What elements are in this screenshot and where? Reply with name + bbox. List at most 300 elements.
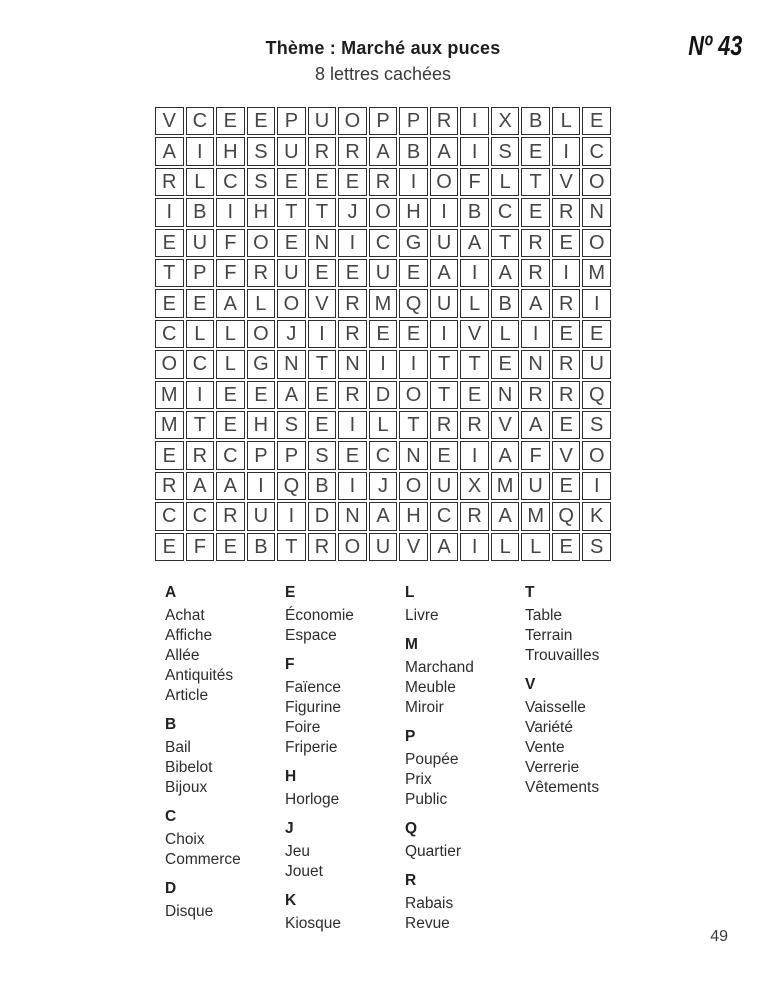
grid-cell: E: [552, 472, 581, 500]
grid-cell: T: [277, 533, 306, 561]
grid-cell: B: [491, 289, 520, 317]
word-group-d: [165, 879, 285, 922]
word-search-grid: [155, 107, 611, 561]
grid-cell: O: [582, 441, 611, 469]
grid-cell: O: [247, 229, 276, 257]
grid-cell: T: [308, 350, 337, 378]
word-list-item: Table: [525, 607, 563, 624]
grid-cell: F: [216, 259, 245, 287]
grid-cell: I: [369, 350, 398, 378]
grid-cell: R: [430, 107, 459, 135]
word-group-letter: L: [405, 584, 415, 601]
grid-cell: N: [582, 198, 611, 226]
word-list-item: Article: [165, 687, 209, 704]
grid-cell: I: [399, 350, 428, 378]
word-group-letter: F: [285, 656, 295, 673]
grid-cell: V: [399, 533, 428, 561]
word-list-item: Verrerie: [525, 759, 580, 776]
grid-cell: N: [308, 229, 337, 257]
grid-cell: E: [552, 411, 581, 439]
grid-cell: N: [338, 502, 367, 530]
grid-cell: S: [308, 441, 337, 469]
word-group-r: [405, 871, 525, 934]
grid-cell: R: [521, 229, 550, 257]
grid-cell: C: [186, 107, 215, 135]
grid-cell: O: [582, 168, 611, 196]
grid-cell: V: [460, 320, 489, 348]
grid-cell: U: [521, 472, 550, 500]
grid-cell: L: [491, 320, 520, 348]
grid-cell: L: [552, 107, 581, 135]
word-list-item: Affiche: [165, 627, 213, 644]
grid-cell: R: [552, 289, 581, 317]
grid-cell: I: [460, 441, 489, 469]
word-list-item: Vaisselle: [525, 699, 586, 716]
grid-cell: R: [338, 320, 367, 348]
grid-cell: E: [582, 320, 611, 348]
grid-cell: L: [247, 289, 276, 317]
grid-cell: N: [399, 441, 428, 469]
word-group-letter: Q: [405, 820, 418, 837]
word-group-b: [165, 715, 285, 798]
word-list-item: Poupée: [405, 751, 459, 768]
word-group-letter: R: [405, 872, 417, 889]
word-list-item: Rabais: [405, 895, 454, 912]
grid-cell: H: [399, 502, 428, 530]
grid-cell: E: [277, 229, 306, 257]
grid-cell: E: [155, 533, 184, 561]
grid-cell: R: [369, 168, 398, 196]
grid-cell: T: [399, 411, 428, 439]
grid-cell: I: [552, 137, 581, 165]
word-list-item: Variété: [525, 719, 573, 736]
grid-cell: I: [399, 168, 428, 196]
grid-cell: F: [186, 533, 215, 561]
grid-cell: B: [460, 198, 489, 226]
grid-cell: L: [460, 289, 489, 317]
grid-cell: M: [521, 502, 550, 530]
word-list-item: Revue: [405, 915, 450, 932]
word-list-item: Horloge: [285, 791, 340, 808]
page-number: 49: [710, 928, 728, 945]
word-group-letter: P: [405, 728, 416, 745]
grid-cell: S: [491, 137, 520, 165]
grid-cell: I: [186, 137, 215, 165]
grid-cell: O: [277, 289, 306, 317]
grid-cell: E: [338, 259, 367, 287]
grid-cell: X: [491, 107, 520, 135]
word-list-item: Miroir: [405, 699, 444, 716]
grid-cell: B: [247, 533, 276, 561]
grid-cell: A: [491, 502, 520, 530]
puzzle-theme-title: Thème : Marché aux puces: [265, 38, 501, 58]
grid-cell: E: [491, 350, 520, 378]
grid-cell: I: [247, 472, 276, 500]
puzzle-header: [155, 38, 611, 85]
grid-cell: O: [430, 168, 459, 196]
grid-cell: V: [491, 411, 520, 439]
grid-cell: R: [155, 472, 184, 500]
grid-cell: R: [552, 198, 581, 226]
grid-cell: E: [430, 441, 459, 469]
grid-cell: L: [369, 411, 398, 439]
grid-cell: C: [155, 320, 184, 348]
grid-cell: C: [491, 198, 520, 226]
word-list-item: Jeu: [285, 843, 310, 860]
grid-cell: I: [186, 381, 215, 409]
grid-cell: N: [491, 381, 520, 409]
grid-cell: A: [369, 137, 398, 165]
grid-cell: E: [216, 411, 245, 439]
grid-cell: A: [460, 229, 489, 257]
grid-cell: E: [308, 259, 337, 287]
grid-cell: A: [521, 289, 550, 317]
grid-cell: J: [338, 198, 367, 226]
word-list-column: [165, 583, 285, 934]
grid-cell: C: [155, 502, 184, 530]
grid-cell: C: [369, 441, 398, 469]
grid-cell: E: [552, 320, 581, 348]
grid-cell: R: [308, 533, 337, 561]
grid-cell: M: [369, 289, 398, 317]
word-group-letter: H: [285, 768, 297, 785]
grid-cell: A: [521, 411, 550, 439]
grid-cell: S: [247, 168, 276, 196]
grid-cell: R: [552, 381, 581, 409]
grid-cell: S: [582, 411, 611, 439]
grid-cell: H: [247, 411, 276, 439]
word-group-c: [165, 807, 285, 870]
grid-cell: I: [460, 137, 489, 165]
grid-cell: R: [186, 441, 215, 469]
grid-cell: R: [460, 502, 489, 530]
word-list-item: Terrain: [525, 627, 573, 644]
word-list-item: Espace: [285, 627, 337, 644]
grid-cell: L: [521, 533, 550, 561]
grid-cell: L: [491, 168, 520, 196]
word-list-item: Économie: [285, 607, 354, 624]
word-list-item: Friperie: [285, 739, 338, 756]
grid-cell: T: [155, 259, 184, 287]
grid-cell: U: [582, 350, 611, 378]
grid-cell: B: [186, 198, 215, 226]
grid-cell: R: [247, 259, 276, 287]
grid-cell: T: [430, 350, 459, 378]
grid-cell: A: [430, 137, 459, 165]
word-list-item: Achat: [165, 607, 205, 624]
word-list-item: Choix: [165, 831, 205, 848]
word-list-item: Faïence: [285, 679, 342, 696]
grid-cell: Q: [552, 502, 581, 530]
grid-cell: R: [216, 502, 245, 530]
grid-cell: Q: [399, 289, 428, 317]
grid-cell: E: [277, 168, 306, 196]
grid-cell: E: [338, 441, 367, 469]
grid-cell: I: [338, 229, 367, 257]
grid-cell: E: [460, 381, 489, 409]
grid-cell: I: [430, 198, 459, 226]
word-group-letter: K: [285, 892, 297, 909]
grid-cell: E: [369, 320, 398, 348]
grid-cell: M: [155, 381, 184, 409]
grid-cell: E: [552, 229, 581, 257]
grid-cell: N: [521, 350, 550, 378]
grid-cell: I: [460, 107, 489, 135]
grid-cell: M: [582, 259, 611, 287]
grid-cell: E: [155, 229, 184, 257]
grid-cell: U: [186, 229, 215, 257]
grid-cell: U: [369, 533, 398, 561]
grid-cell: I: [277, 502, 306, 530]
grid-cell: C: [216, 168, 245, 196]
word-group-letter: E: [285, 584, 296, 601]
grid-cell: E: [552, 533, 581, 561]
grid-cell: Q: [277, 472, 306, 500]
grid-cell: L: [186, 320, 215, 348]
word-group-a: [165, 583, 285, 706]
word-list-item: Livre: [405, 607, 439, 624]
grid-cell: P: [277, 107, 306, 135]
word-list-item: Prix: [405, 771, 432, 788]
grid-cell: A: [491, 259, 520, 287]
grid-cell: T: [277, 198, 306, 226]
grid-cell: D: [308, 502, 337, 530]
grid-cell: B: [521, 107, 550, 135]
grid-cell: A: [186, 472, 215, 500]
grid-cell: J: [277, 320, 306, 348]
grid-cell: P: [247, 441, 276, 469]
grid-cell: U: [430, 472, 459, 500]
grid-cell: C: [369, 229, 398, 257]
word-group-letter: J: [285, 820, 294, 837]
word-list-item: Antiquités: [165, 667, 234, 684]
grid-cell: I: [582, 472, 611, 500]
word-list-item: Bibelot: [165, 759, 213, 776]
grid-cell: I: [338, 472, 367, 500]
grid-cell: R: [338, 289, 367, 317]
word-group-letter: D: [165, 880, 177, 897]
grid-cell: P: [399, 107, 428, 135]
grid-cell: I: [521, 320, 550, 348]
word-list-item: Meuble: [405, 679, 456, 696]
word-group-t: [525, 583, 645, 666]
word-group-q: [405, 819, 525, 862]
grid-cell: E: [155, 289, 184, 317]
grid-cell: A: [155, 137, 184, 165]
grid-cell: U: [430, 289, 459, 317]
grid-cell: S: [247, 137, 276, 165]
grid-cell: H: [216, 137, 245, 165]
word-group-j: [285, 819, 405, 882]
grid-cell: L: [491, 533, 520, 561]
grid-cell: A: [430, 259, 459, 287]
word-list-item: Public: [405, 791, 448, 808]
grid-cell: V: [155, 107, 184, 135]
word-group-letter: C: [165, 808, 177, 825]
grid-cell: F: [460, 168, 489, 196]
grid-cell: E: [582, 107, 611, 135]
grid-cell: D: [369, 381, 398, 409]
grid-cell: I: [460, 259, 489, 287]
grid-cell: S: [277, 411, 306, 439]
grid-cell: A: [216, 289, 245, 317]
word-group-v: [525, 675, 645, 798]
word-group-letter: A: [165, 584, 177, 601]
word-list-item: Trouvailles: [525, 647, 600, 664]
grid-cell: U: [277, 137, 306, 165]
grid-cell: H: [247, 198, 276, 226]
grid-cell: V: [308, 289, 337, 317]
grid-cell: R: [460, 411, 489, 439]
grid-cell: U: [308, 107, 337, 135]
grid-cell: C: [186, 350, 215, 378]
grid-cell: C: [186, 502, 215, 530]
word-list-column: [285, 583, 405, 934]
grid-cell: G: [247, 350, 276, 378]
grid-cell: I: [308, 320, 337, 348]
grid-cell: I: [460, 533, 489, 561]
grid-cell: I: [582, 289, 611, 317]
grid-cell: Q: [582, 381, 611, 409]
grid-cell: E: [216, 381, 245, 409]
grid-cell: O: [155, 350, 184, 378]
grid-cell: P: [369, 107, 398, 135]
grid-cell: A: [430, 533, 459, 561]
grid-cell: X: [460, 472, 489, 500]
word-list-item: Allée: [165, 647, 200, 664]
grid-cell: F: [216, 229, 245, 257]
grid-cell: E: [186, 289, 215, 317]
grid-cell: A: [216, 472, 245, 500]
grid-cell: R: [308, 137, 337, 165]
word-list-item: Bail: [165, 739, 191, 756]
grid-cell: R: [521, 381, 550, 409]
word-list-item: Disque: [165, 903, 214, 920]
grid-cell: T: [308, 198, 337, 226]
grid-cell: T: [186, 411, 215, 439]
grid-cell: H: [399, 198, 428, 226]
grid-cell: R: [338, 381, 367, 409]
grid-cell: T: [491, 229, 520, 257]
grid-cell: B: [308, 472, 337, 500]
grid-cell: E: [247, 107, 276, 135]
word-list-column: [405, 583, 525, 934]
grid-cell: I: [216, 198, 245, 226]
grid-cell: C: [582, 137, 611, 165]
grid-cell: T: [430, 381, 459, 409]
grid-cell: L: [216, 350, 245, 378]
grid-cell: G: [399, 229, 428, 257]
word-list-item: Jouet: [285, 863, 323, 880]
grid-cell: I: [155, 198, 184, 226]
grid-cell: V: [552, 441, 581, 469]
grid-cell: U: [369, 259, 398, 287]
word-group-l: [405, 583, 525, 626]
word-group-e: [285, 583, 405, 646]
word-group-letter: B: [165, 716, 177, 733]
grid-cell: U: [277, 259, 306, 287]
word-list-item: Commerce: [165, 851, 241, 868]
grid-cell: F: [521, 441, 550, 469]
grid-cell: A: [369, 502, 398, 530]
grid-cell: E: [399, 259, 428, 287]
grid-cell: E: [155, 441, 184, 469]
grid-cell: I: [338, 411, 367, 439]
grid-cell: R: [521, 259, 550, 287]
word-list-item: Figurine: [285, 699, 341, 716]
grid-cell: I: [552, 259, 581, 287]
grid-cell: T: [460, 350, 489, 378]
grid-cell: E: [521, 198, 550, 226]
grid-cell: S: [582, 533, 611, 561]
grid-cell: R: [155, 168, 184, 196]
grid-cell: O: [399, 381, 428, 409]
grid-cell: O: [247, 320, 276, 348]
puzzle-subtitle: 8 lettres cachées: [314, 64, 452, 84]
grid-cell: E: [216, 107, 245, 135]
word-group-letter: T: [525, 584, 535, 601]
grid-cell: R: [430, 411, 459, 439]
grid-cell: P: [277, 441, 306, 469]
grid-cell: E: [308, 411, 337, 439]
grid-cell: L: [186, 168, 215, 196]
word-list-item: Marchand: [405, 659, 474, 676]
grid-cell: C: [430, 502, 459, 530]
word-list-item: Quartier: [405, 843, 461, 860]
grid-cell: C: [216, 441, 245, 469]
grid-cell: T: [521, 168, 550, 196]
word-group-letter: V: [525, 676, 536, 693]
word-group-m: [405, 635, 525, 718]
word-list-item: Bijoux: [165, 779, 208, 796]
grid-cell: E: [308, 381, 337, 409]
word-group-f: [285, 655, 405, 758]
puzzle-number: Nº 43: [687, 30, 742, 61]
word-list: [165, 583, 635, 934]
grid-cell: U: [247, 502, 276, 530]
grid-cell: P: [186, 259, 215, 287]
grid-cell: U: [430, 229, 459, 257]
grid-cell: A: [277, 381, 306, 409]
grid-cell: O: [369, 198, 398, 226]
word-group-k: [285, 891, 405, 934]
grid-cell: A: [491, 441, 520, 469]
grid-cell: E: [521, 137, 550, 165]
grid-cell: E: [338, 168, 367, 196]
word-list-item: Vente: [525, 739, 565, 756]
grid-cell: N: [338, 350, 367, 378]
word-list-item: Vêtements: [525, 779, 600, 796]
grid-cell: E: [247, 381, 276, 409]
word-list-column: [525, 583, 645, 934]
grid-cell: O: [338, 533, 367, 561]
grid-cell: L: [216, 320, 245, 348]
word-list-item: Foire: [285, 719, 321, 736]
grid-cell: M: [155, 411, 184, 439]
grid-cell: M: [491, 472, 520, 500]
grid-cell: R: [552, 350, 581, 378]
grid-cell: K: [582, 502, 611, 530]
grid-cell: E: [216, 533, 245, 561]
grid-cell: B: [399, 137, 428, 165]
grid-cell: O: [582, 229, 611, 257]
grid-cell: N: [277, 350, 306, 378]
grid-cell: O: [338, 107, 367, 135]
word-group-h: [285, 767, 405, 810]
word-list-item: Kiosque: [285, 915, 342, 932]
grid-cell: E: [308, 168, 337, 196]
grid-cell: J: [369, 472, 398, 500]
